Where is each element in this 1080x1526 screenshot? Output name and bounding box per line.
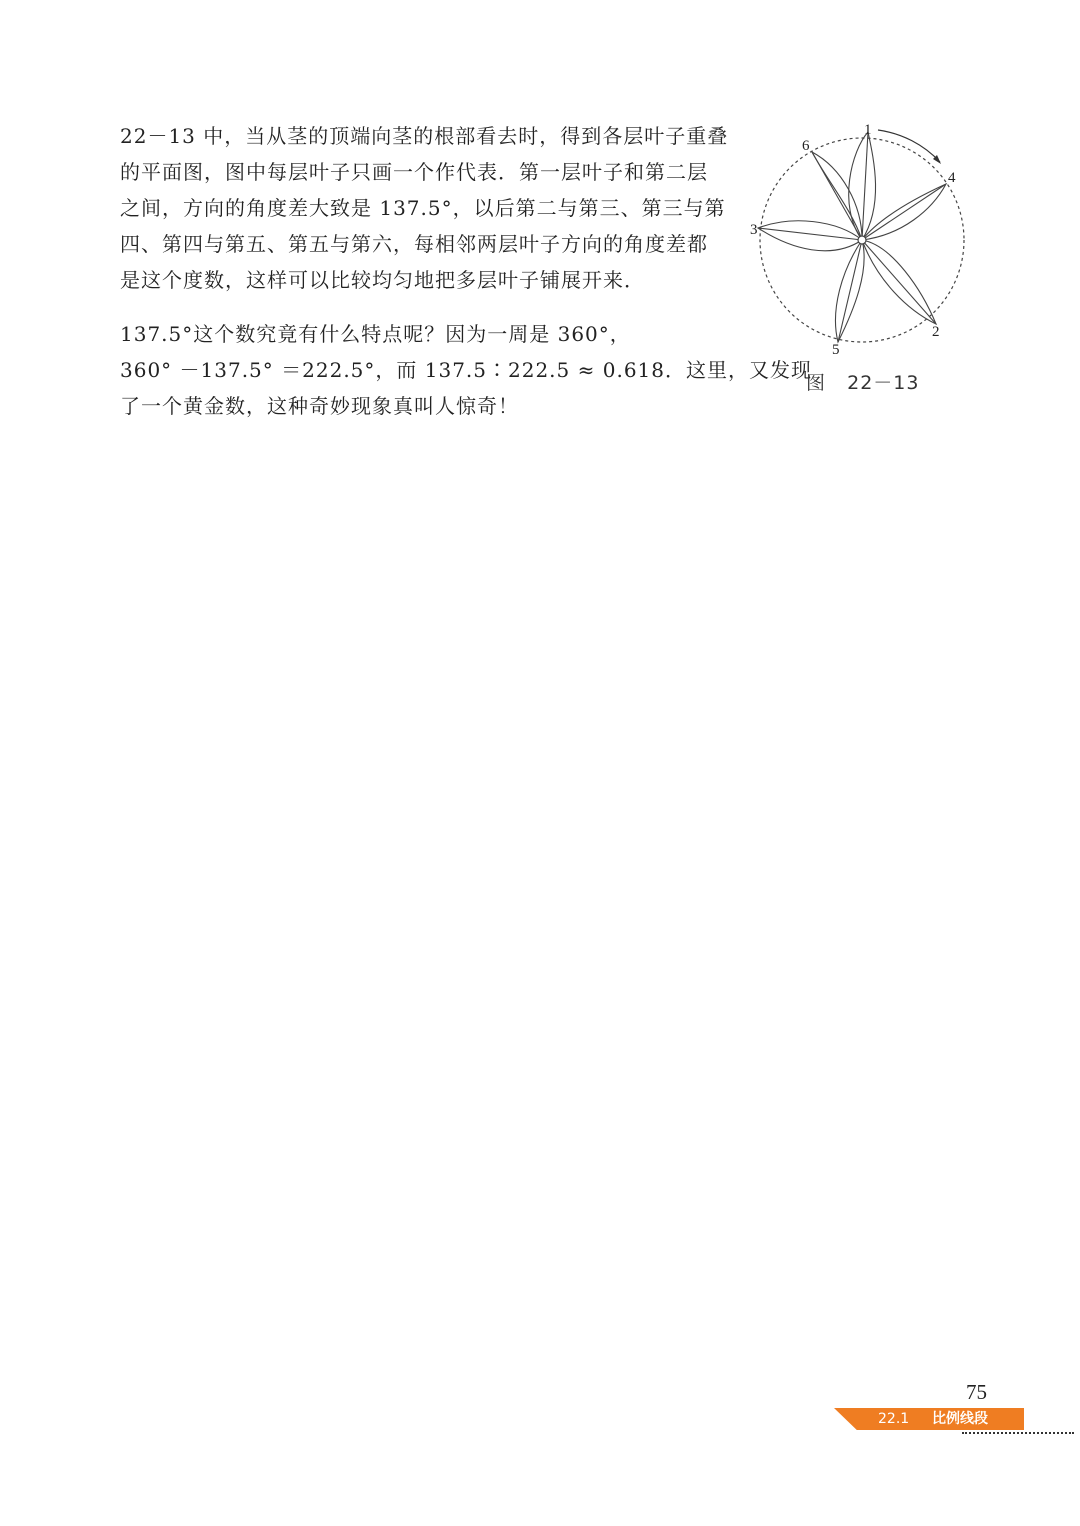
stem-center bbox=[858, 236, 866, 244]
section-tab-background bbox=[834, 1408, 1024, 1430]
label-4: 4 bbox=[948, 170, 956, 186]
text-line: 之间，方向的角度差大致是 137.5°，以后第二与第三、第三与第 bbox=[120, 196, 726, 220]
section-tab bbox=[834, 1408, 1024, 1430]
footer-dotted-rule bbox=[962, 1432, 1074, 1434]
page-number: 75 bbox=[966, 1380, 987, 1404]
label-5: 5 bbox=[832, 342, 840, 358]
text-line: 的平面图，图中每层叶子只画一个作代表．第一层叶子和第二层 bbox=[120, 160, 708, 184]
leaf-1-midrib bbox=[862, 132, 868, 240]
leaf-3 bbox=[758, 221, 862, 251]
label-3: 3 bbox=[750, 222, 758, 238]
label-2: 2 bbox=[932, 324, 940, 340]
leaf-arrangement-diagram bbox=[742, 110, 992, 368]
text-line: 360° －137.5° ＝222.5°，而 137.5∶222.5 ≈ 0.618．这里，又发现 bbox=[120, 358, 812, 382]
label-1: 1 bbox=[864, 122, 872, 138]
section-title: 比例线段 bbox=[932, 1411, 988, 1427]
text-line: 22－13 中，当从茎的顶端向茎的根部看去时，得到各层叶子重叠 bbox=[120, 124, 729, 148]
text-line: 是这个度数，这样可以比较均匀地把多层叶子铺展开来． bbox=[120, 268, 645, 292]
figure-caption: 图 22－13 bbox=[806, 372, 920, 394]
leaf-4-midrib bbox=[862, 184, 946, 240]
direction-arrow bbox=[878, 130, 940, 162]
figure-22-13 bbox=[742, 110, 992, 410]
text-line: 四、第四与第五、第五与第六，每相邻两层叶子方向的角度差都 bbox=[120, 232, 708, 256]
section-number: 22.1 bbox=[878, 1411, 910, 1427]
text-line: 了一个黄金数，这种奇妙现象真叫人惊奇！ bbox=[120, 394, 519, 418]
label-6: 6 bbox=[802, 138, 810, 154]
leaf-2-midrib bbox=[862, 240, 936, 324]
text-line: 137.5°这个数究竟有什么特点呢？因为一周是 360°， bbox=[120, 322, 631, 346]
